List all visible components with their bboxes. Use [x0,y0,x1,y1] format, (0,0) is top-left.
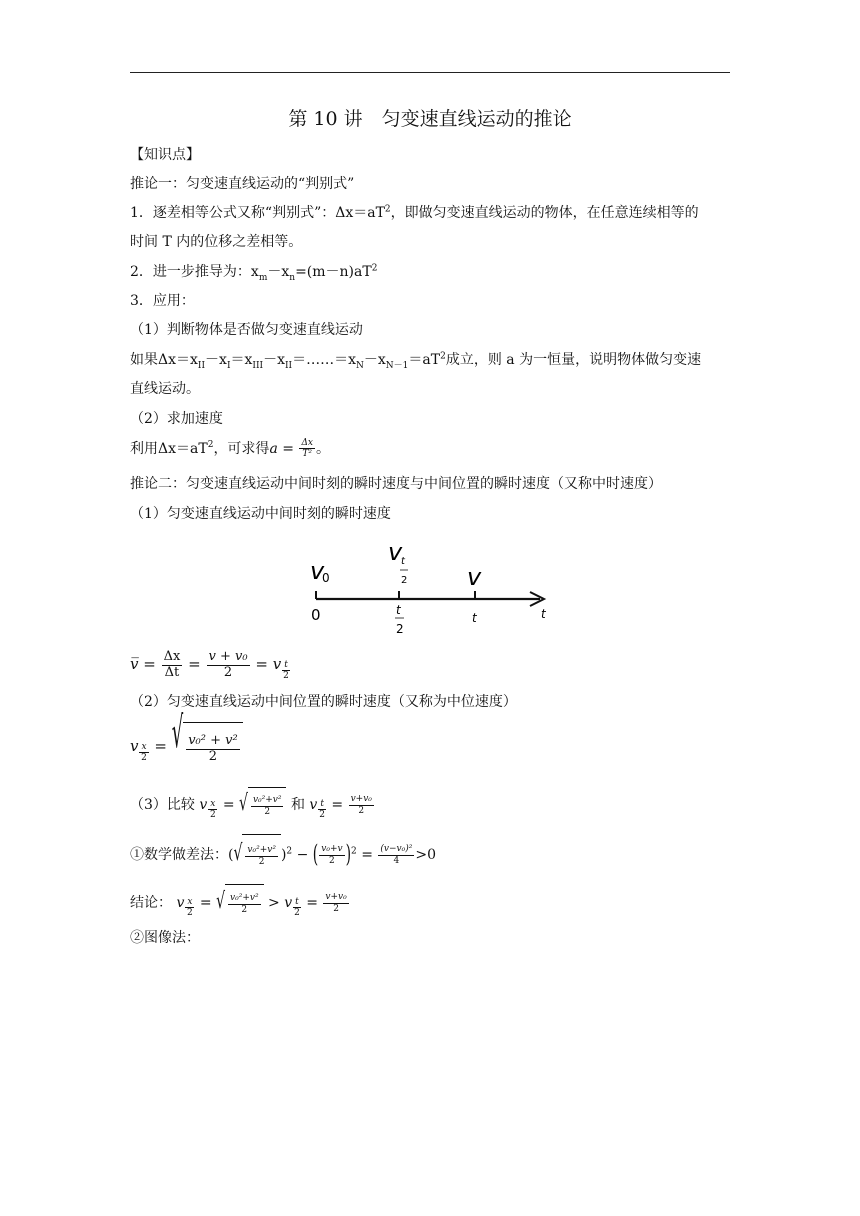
knowledge-heading: 【知识点】 [130,147,200,163]
inference-two-title: 推论二：匀变速直线运动中间时刻的瞬时速度与中间位置的瞬时速度（又称中时速度） [130,476,662,492]
item-3: 3．应用： [130,293,195,309]
inference-one-title: 推论一：匀变速直线运动的“判别式” [130,176,355,192]
application-2-title: （2）求加速度 [130,411,223,427]
item-2: 2．进一步推导为：$x_m-x_n=(m-n)aT^2$ [130,263,378,283]
application-1-title: （1）判断物体是否做匀变速直线运动 [130,322,363,338]
tick-t-label: t [472,611,477,625]
vmid-sub-den: 2 [401,575,408,586]
item-1-line-2: 时间 T 内的位移之差相等。 [130,234,303,250]
compare-line: （3）比较 v $\frac{x}{2}$ = √ $\frac{\text{v₀²+v²}}{2}$ 和 v $\frac{t}{2}$ = $\frac{\text{v+v₀}}{2}$ [130,787,375,823]
v-label: v [467,563,482,591]
time-axis-diagram [300,536,560,640]
vmid-label: v [388,538,403,566]
zero-label: 0 [311,606,321,624]
inference-two-sub-2: （2）匀变速直线运动中间位置的瞬时速度（又称为中位速度） [130,694,517,710]
mid-position-velocity-equation: v $\frac{x}{2}$ = √ $\frac{\text{v₀² + v²}}{2}$ [130,722,243,772]
tick-mid-den: 2 [396,622,404,636]
mid-time-velocity-equation: v̅ = $\frac{\Delta x}{\Delta t}$ = $\frac{\text{v + v₀}}{2}$ = v $\frac{t}{2}$ [130,648,289,681]
v0-subscript: 0 [322,571,330,585]
inference-two-sub-1: （1）匀变速直线运动中间时刻的瞬时速度 [130,506,391,522]
graph-method-label: ②图像法： [130,930,200,946]
top-rule [130,72,730,73]
application-2-formula: 利用$\Delta x=aT^2$，可求得a = $\frac{\Delta x}{\text{T²}}$ 。 [130,438,331,460]
vmid-sub-num: t [401,556,405,567]
tick-mid-num: t [396,603,401,617]
v0-label: v [310,557,325,585]
application-1-line-2: 直线运动。 [130,381,200,397]
conclusion-line: 结论： v $\frac{x}{2}$ = √ $\frac{\text{v₀²+v²}}{2}$ > v $\frac{t}{2}$ = $\frac{\text{v+v₀}}{2}$ [130,884,350,922]
page-title: 第 10 讲 匀变速直线运动的推论 [288,108,572,130]
axis-t-label: t [541,607,546,621]
item-1-line-1: 1．逐差相等公式又称“判别式”：$\Delta x=aT^2$，即做匀变速直线运动的物体，在任意连续相等的 [130,204,699,221]
application-1-line-1: 如果$\Delta x=x_{II}-x_I=x_{III}-x_{II}=\dots\dots=x_N-x_{N-1}=aT^2$成立，则 a 为一恒量，说明物体做匀变速 [130,351,702,371]
difference-method-line: ①数学做差法：( √ $\frac{\text{v₀²+v²}}{2}$ )$^2$ − ( $\frac{\text{v₀+v}}{2}$ )$^2$ = $\frac{\text{(v−v₀)²}}{4}$ >0 [130,834,436,876]
